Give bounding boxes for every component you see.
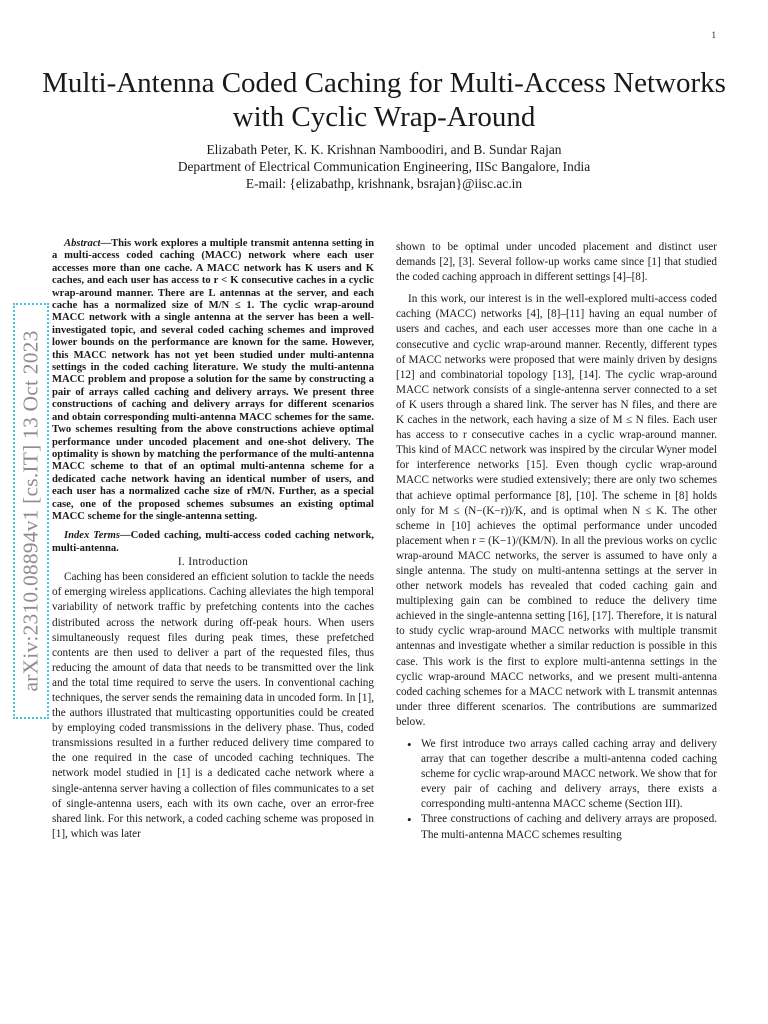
contribution-item-1: • We first introduce two arrays called caching array and delivery array that can together describe a multi-antenna coded caching scheme for cyclic wrap-around MACC network. We show that for every pair of caching and delivery arrays, there exists a corresponding multi-antenna MACC scheme (Section III). <box>421 737 717 812</box>
arxiv-watermark-text[interactable]: arXiv:2310.08894v1 [cs.IT] 13 Oct 2023 <box>18 330 43 692</box>
index-terms-text: Coded caching, multi-access coded caching network, multi-antenna. <box>52 530 374 554</box>
arxiv-watermark-box[interactable] <box>13 303 49 719</box>
abstract-label: Abstract <box>64 238 101 249</box>
author-affiliation: Department of Electrical Communication Engineering, IISc Bangalore, India <box>177 159 591 174</box>
abstract-dash: — <box>100 238 112 249</box>
paper-title: Multi-Antenna Coded Caching for Multi-Access Networks with Cyclic Wrap-Around <box>42 67 726 133</box>
author-block <box>40 141 728 192</box>
contribution-item-2: • Three constructions of caching and delivery arrays are proposed. The multi-antenna MACC schemes resulting <box>421 812 717 842</box>
section-heading-introduction: I. Introduction <box>177 556 249 569</box>
intro-paragraph: Caching has been considered an efficient solution to tackle the needs of emerging wireless applications. Caching alleviates the high temporal variability of network traffic by prefetching contents into the caches distributed across the network during off-peak hours. When users simultaneously request files during peak times, these prefetched contents are then used to deliver a part of the requested files, thus reducing the amount of data that needs to be transmitted over the link and the total time required to serve the users. In conventional caching techniques, the server sends the remaining data in uncoded form. In [1], the authors illustrated that multicasting opportunities could be created by employing coded transmissions in the delivery phase. Thus, coded transmissions resulted in a further reduced delivery time compared to the one required in the case of uncoded caching techniques. The network model studied in [1] is a dedicated cache network where a single-antenna server having a collection of files communicates to a set of single-antenna users, each with its own cache, over an error-free shared link. For this network, a coded caching scheme was proposed in [1], which was later <box>52 571 374 840</box>
author-names: Elizabath Peter, K. K. Krishnan Namboodiri, and B. Sundar Rajan <box>206 142 562 157</box>
right-paragraph-2: In this work, our interest is in the well-explored multi-access coded caching (MACC) networks [4], [8]–[11] having an equal number of users and caches, and each user accesses more than one cache in a consecutive and cyclic wrap-around manner. Recently, different types of MACC networks were proposed that were mainly driven by designs [12] and combinatorial topology [13], [14]. The cyclic wrap-around MACC network consists of a single-antenna server connected to a set of K users through a shared link. The server has N files, and there are K caches in the network, each having a size of M ≤ N files. Each user has access to r consecutive caches in a cyclic wrap-around manner. This kind of MACC network was inspired by the circular Wyner model for interference networks [15]. Even though cyclic wrap-around MACC networks were studied extensively; there are only two schemes that achieve optimal performance [8], [10]. The scheme in [8] holds only for M ≤ (N−(K−r))/K, and is optimal when N ≤ K. The other scheme in [10] achieves the optimal performance under uncoded placement when r = (K−1)/(KM/N). In all the previous works on cyclic wrap-around MACC networks, the server is assumed to have only a single antenna. The study on multi-antenna settings at the server in other network models has revealed that coded caching gain and multiplexing gain can be combined to reduce the delivery time achieved in the single-antenna setting [16], [17]. Therefore, it is natural to study cyclic wrap-around MACC networks with multiple transmit antennas and investigate whether a similar reduction is possible in this case. This work is the first to explore multi-antenna settings in the cyclic wrap-around MACC networks, and we present multi-antenna coded caching schemes for a MACC network with L transmit antennas under three different scenarios. The contributions are summarized below. <box>396 293 717 728</box>
page-number: 1 <box>711 30 716 40</box>
index-terms-dash: — <box>119 530 131 542</box>
right-paragraph-1: shown to be optimal under uncoded placement and distinct user demands [2], [3]. Several follow-up works came since [1] that studied the coded caching approach in different settings [4]–[8]. <box>396 241 717 284</box>
left-column <box>52 238 374 842</box>
index-terms-label: Index Terms <box>64 530 120 542</box>
contributions-list <box>396 737 717 843</box>
abstract-text: This work explores a multiple transmit antenna setting in a multi-access coded caching (MACC) network where each user accesses more than one cache. A MACC network has K users and K caches, and each user has access to r < K consecutive caches in a cyclic wrap-around manner. There are L antennas at the server, and each cache has a normalized size of M/N ≤ 1. The cyclic wrap-around MACC network with a single antenna at the server has been a well-investigated topic, and several coded caching schemes and improved lower bounds on the performance are known for the same. However, this MACC network has not yet been studied under multi-antenna settings in the coded caching literature. We study the multi-antenna MACC problem and propose a solution for the same by constructing a pair of arrays called caching and delivery arrays. We present three constructions of caching and delivery arrays for different scenarios and obtain corresponding multi-antenna MACC schemes for the same. Two schemes resulting from the above constructions achieve optimal performance under uncoded placement and one-shot delivery. The optimality is shown by matching the performance of the multi-antenna MACC scheme to that of an optimal multi-antenna scheme for a dedicated cache network having an identical number of users, and each user has a normalized cache size of rM/N. Further, as a special case, one of the proposed schemes subsumes an existing optimal MACC scheme for the single-antenna setting. <box>52 238 374 522</box>
abstract <box>52 238 374 523</box>
index-terms <box>52 530 374 555</box>
author-email: E-mail: {elizabathp, krishnank, bsrajan}@iisc.ac.in <box>245 176 523 191</box>
right-column <box>396 240 717 843</box>
